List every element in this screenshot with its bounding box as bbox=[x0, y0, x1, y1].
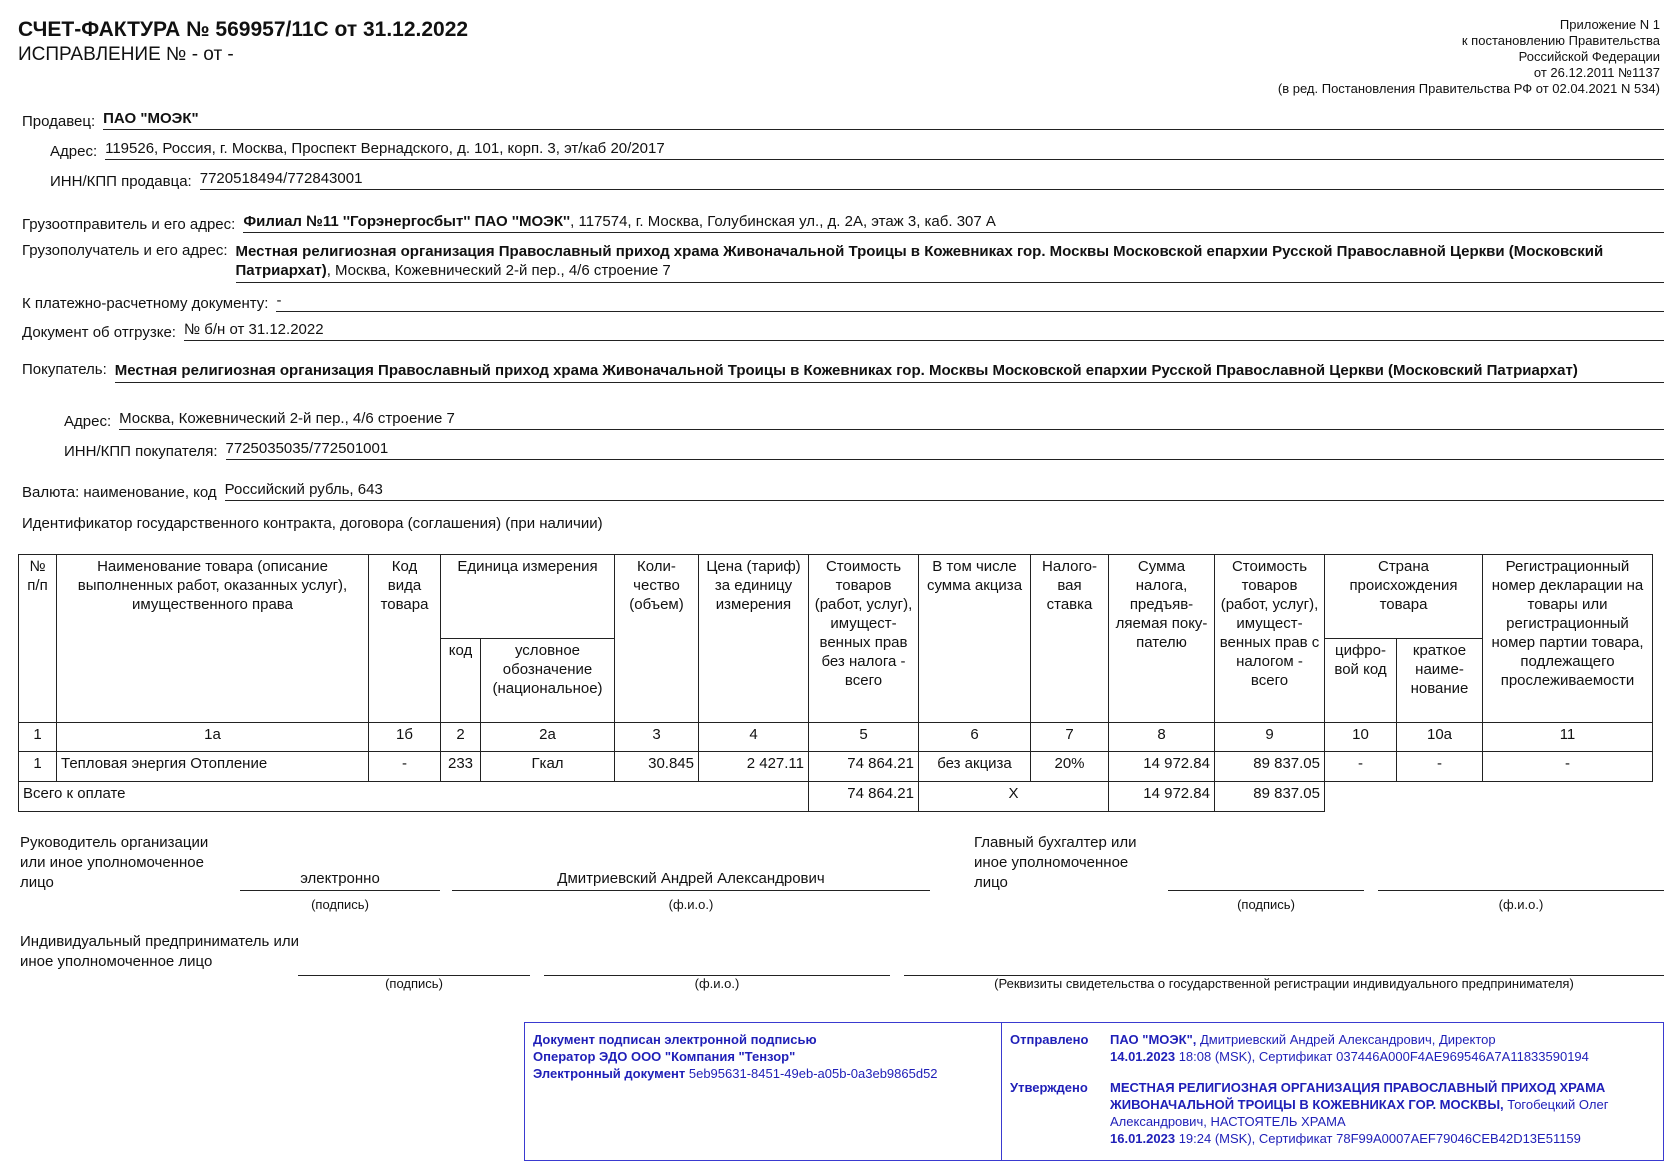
cell-qty: 30.845 bbox=[615, 752, 699, 782]
accountant-name-line bbox=[1378, 870, 1664, 891]
ip-name-line bbox=[544, 955, 890, 976]
buyer-row bbox=[22, 361, 1664, 383]
ip-sign-line bbox=[298, 955, 530, 976]
edo-approved-rest: 19:24 (MSK), Сертификат 78F99A0007AEF79046CEB42D13E51159 bbox=[1178, 1131, 1581, 1146]
seller-inn-row bbox=[50, 170, 1664, 190]
accountant-sign-line bbox=[1168, 870, 1364, 891]
shipment-doc-label: Документ об отгрузке: bbox=[22, 324, 176, 341]
col-number: 9 bbox=[1215, 723, 1325, 752]
head-sign-caption: (подпись) bbox=[311, 897, 369, 912]
cell-tax-rate: 20% bbox=[1031, 752, 1109, 782]
seller-inn-label: ИНН/КПП продавца: bbox=[50, 173, 192, 190]
header-unit-code: код bbox=[441, 639, 481, 723]
edo-approved-block bbox=[1010, 1079, 1655, 1147]
head-label: Руководитель организации или иное уполномоченное лицо bbox=[20, 834, 209, 891]
shipper-value bbox=[243, 213, 1664, 233]
ip-name-caption: (ф.и.о.) bbox=[694, 976, 740, 991]
edo-line1: Документ подписан электронной подписью bbox=[533, 1032, 817, 1047]
col-number: 1б bbox=[369, 723, 441, 752]
buyer-value: Местная религиозная организация Православный приход храма Живоначальной Троицы в Кожевниках гор. Москвы Московской епархии Русской Православной Церкви (Московский Патриархат) bbox=[115, 361, 1664, 383]
cell-cost-with-tax: 89 837.05 bbox=[1215, 752, 1325, 782]
buyer-label: Покупатель: bbox=[22, 361, 107, 378]
buyer-address: Москва, Кожевнический 2-й пер., 4/6 строение 7 bbox=[119, 410, 1664, 430]
payment-doc-value: - bbox=[276, 292, 1664, 312]
currency-row bbox=[22, 481, 1664, 501]
edo-sent-rest: 18:08 (MSK), Сертификат 037446A000F4AE969546A7A11833590194 bbox=[1178, 1049, 1589, 1064]
header-qty: Коли-чество (объем) bbox=[615, 555, 699, 723]
header-country-name: краткое наиме-нование bbox=[1397, 639, 1483, 723]
seller-address: 119526, Россия, г. Москва, Проспект Вернадского, д. 101, корп. 3, эт/каб 20/2017 bbox=[105, 140, 1664, 160]
header-num: № п/п bbox=[19, 555, 57, 723]
edo-stamp-right bbox=[1002, 1023, 1663, 1160]
currency-value: Российский рубль, 643 bbox=[225, 481, 1664, 501]
header-price: Цена (тариф) за единицу измерения bbox=[699, 555, 809, 723]
column-number-row bbox=[19, 723, 1653, 752]
cell-num: 1 bbox=[19, 752, 57, 782]
header-country: Страна происхождения товара bbox=[1325, 555, 1483, 639]
total-cost-no-tax: 74 864.21 bbox=[809, 782, 919, 812]
accountant-label: Главный бухгалтер или иное уполномоченное лицо bbox=[974, 834, 1137, 891]
edo-sent-text bbox=[1110, 1031, 1589, 1065]
edo-doc-id: 5eb95631-8451-49eb-a05b-0a3eb9865d52 bbox=[688, 1066, 938, 1081]
header-unit: Единица измерения bbox=[441, 555, 615, 639]
cell-price: 2 427.11 bbox=[699, 752, 809, 782]
buyer-inn-label: ИНН/КПП покупателя: bbox=[64, 443, 218, 460]
contract-id-label: Идентификатор государственного контракта, договора (соглашения) (при наличии) bbox=[22, 515, 603, 532]
col-number: 2 bbox=[441, 723, 481, 752]
invoice-table bbox=[18, 554, 1653, 812]
seller-label: Продавец: bbox=[22, 113, 96, 130]
appendix-line: от 26.12.2011 №1137 bbox=[1533, 65, 1660, 80]
header-excise: В том числе сумма акциза bbox=[919, 555, 1031, 723]
head-name-line: Дмитриевский Андрей Александрович bbox=[452, 870, 930, 891]
total-cost-with-tax: 89 837.05 bbox=[1215, 782, 1325, 812]
consignee-name: Местная религиозная организация Православный приход храма Живоначальной Троицы в Кожевниках гор. Москвы Московской епархии Русской Православной Церкви (Московский Патриархат) bbox=[235, 243, 1604, 279]
accountant-name-caption: (ф.и.о.) bbox=[1498, 897, 1544, 912]
seller-address-label: Адрес: bbox=[50, 143, 98, 160]
header-cost-no-tax: Стоимость товаров (работ, услуг), имущест-венных прав без налога - всего bbox=[809, 555, 919, 723]
cell-unit-code: 233 bbox=[441, 752, 481, 782]
cell-country-code: - bbox=[1325, 752, 1397, 782]
currency-label: Валюта: наименование, код bbox=[22, 484, 217, 501]
table-header-row bbox=[19, 555, 1653, 639]
total-empty bbox=[1325, 782, 1653, 812]
cell-country-name: - bbox=[1397, 752, 1483, 782]
cell-name: Тепловая энергия Отопление bbox=[57, 752, 369, 782]
consignee-address: , Москва, Кожевнический 2-й пер., 4/6 строение 7 bbox=[326, 262, 671, 279]
edo-doc-label: Электронный документ bbox=[533, 1066, 686, 1081]
col-number: 8 bbox=[1109, 723, 1215, 752]
seller-value: ПАО "МОЭК" bbox=[103, 110, 1664, 130]
buyer-address-row bbox=[64, 410, 1664, 430]
ip-sign-caption: (подпись) bbox=[385, 976, 443, 991]
col-number: 6 bbox=[919, 723, 1031, 752]
edo-line2: Оператор ЭДО ООО "Компания "Тензор" bbox=[533, 1049, 796, 1064]
shipper-row bbox=[22, 213, 1664, 233]
total-label: Всего к оплате bbox=[19, 782, 809, 812]
edo-sent-label: Отправлено bbox=[1010, 1032, 1089, 1047]
appendix-line: Российской Федерации bbox=[1518, 49, 1660, 64]
accountant-sign-caption: (подпись) bbox=[1237, 897, 1295, 912]
seller-address-row bbox=[50, 140, 1664, 160]
cell-kind-code: - bbox=[369, 752, 441, 782]
header-tax-rate: Налого-вая ставка bbox=[1031, 555, 1109, 723]
edo-approved-org: МЕСТНАЯ РЕЛИГИОЗНАЯ ОРГАНИЗАЦИЯ ПРАВОСЛАВНЫЙ ПРИХОД ХРАМА ЖИВОНАЧАЛЬНОЙ ТРОИЦЫ В КОЖЕВНИКАХ ГОР. МОСКВЫ, bbox=[1110, 1080, 1606, 1112]
appendix-line: (в ред. Постановления Правительства РФ от 02.04.2021 N 534) bbox=[1277, 81, 1660, 96]
invoice-title: СЧЕТ-ФАКТУРА № 569957/11С от 31.12.2022 bbox=[18, 18, 469, 41]
col-number: 10а bbox=[1397, 723, 1483, 752]
header-unit-symbol: условное обозначение (национальное) bbox=[481, 639, 615, 723]
appendix-note bbox=[1278, 17, 1660, 97]
total-excise: X bbox=[919, 782, 1109, 812]
col-number: 4 bbox=[699, 723, 809, 752]
col-number: 3 bbox=[615, 723, 699, 752]
edo-sent-block bbox=[1010, 1031, 1655, 1065]
buyer-address-label: Адрес: bbox=[64, 413, 112, 430]
cell-reg-number: - bbox=[1483, 752, 1653, 782]
edo-approved-person: Тогобецкий Олег Александрович, НАСТОЯТЕЛЬ ХРАМА bbox=[1110, 1097, 1609, 1129]
consignee-label: Грузополучатель и его адрес: bbox=[22, 242, 228, 259]
col-number: 7 bbox=[1031, 723, 1109, 752]
consignee-value bbox=[236, 242, 1665, 283]
seller-row bbox=[22, 110, 1664, 130]
cell-cost-no-tax: 74 864.21 bbox=[809, 752, 919, 782]
shipper-label: Грузоотправитель и его адрес: bbox=[22, 216, 236, 233]
shipment-doc-value: № б/н от 31.12.2022 bbox=[184, 321, 1664, 341]
edo-approved-label: Утверждено bbox=[1010, 1080, 1088, 1095]
col-number: 5 bbox=[809, 723, 919, 752]
col-number: 2а bbox=[481, 723, 615, 752]
edo-sent-org: ПАО "МОЭК", bbox=[1110, 1032, 1197, 1047]
edo-approved-text bbox=[1110, 1079, 1655, 1147]
ip-label: Индивидуальный предприниматель или иное уполномоченное лицо bbox=[20, 933, 300, 970]
header-reg-number: Регистрационный номер декларации на товары или регистрационный номер партии товара, подлежащего прослеживаемости bbox=[1483, 555, 1653, 723]
col-number: 10 bbox=[1325, 723, 1397, 752]
head-sign-line: электронно bbox=[240, 870, 440, 891]
col-number: 11 bbox=[1483, 723, 1653, 752]
header-tax-sum: Сумма налога, предъяв-ляемая поку-пателю bbox=[1109, 555, 1215, 723]
ip-requisites-line bbox=[904, 955, 1664, 976]
buyer-inn: 7725035035/772501001 bbox=[226, 440, 1664, 460]
col-number: 1 bbox=[19, 723, 57, 752]
cell-tax-sum: 14 972.84 bbox=[1109, 752, 1215, 782]
edo-signature-stamp bbox=[524, 1022, 1664, 1161]
header-name: Наименование товара (описание выполненных работ, оказанных услуг), имущественного права bbox=[57, 555, 369, 723]
cell-excise: без акциза bbox=[919, 752, 1031, 782]
correction-line: ИСПРАВЛЕНИЕ № - от - bbox=[18, 44, 234, 65]
header-cost-with-tax: Стоимость товаров (работ, услуг), имущест-венных прав с налогом - всего bbox=[1215, 555, 1325, 723]
head-name-caption: (ф.и.о.) bbox=[668, 897, 714, 912]
edo-stamp-left bbox=[525, 1023, 1002, 1160]
payment-doc-row bbox=[22, 292, 1664, 312]
header-country-code: цифро-вой код bbox=[1325, 639, 1397, 723]
col-number: 1а bbox=[57, 723, 369, 752]
ip-requisites-caption: (Реквизиты свидетельства о государственной регистрации индивидуального предпринимателя) bbox=[994, 976, 1574, 991]
appendix-line: Приложение N 1 bbox=[1559, 17, 1660, 32]
shipper-name: Филиал №11 ''Горэнергосбыт'' ПАО ''МОЭК'' bbox=[243, 213, 571, 230]
header-kind-code: Код вида товара bbox=[369, 555, 441, 723]
shipper-address: , 117574, г. Москва, Голубинская ул., д. 2А, этаж 3, каб. 307 А bbox=[570, 213, 996, 230]
seller-inn: 7720518494/772843001 bbox=[200, 170, 1664, 190]
edo-line3 bbox=[533, 1065, 993, 1082]
appendix-line: к постановлению Правительства bbox=[1461, 33, 1660, 48]
total-tax-sum: 14 972.84 bbox=[1109, 782, 1215, 812]
payment-doc-label: К платежно-расчетному документу: bbox=[22, 295, 269, 312]
edo-sent-person: Дмитриевский Андрей Александрович, Директор bbox=[1199, 1032, 1496, 1047]
edo-sent-date: 14.01.2023 bbox=[1110, 1049, 1176, 1064]
consignee-row bbox=[22, 242, 1664, 283]
shipment-doc-row bbox=[22, 321, 1664, 341]
total-row bbox=[19, 782, 1653, 812]
edo-approved-date: 16.01.2023 bbox=[1110, 1131, 1176, 1146]
buyer-inn-row bbox=[64, 440, 1664, 460]
table-row bbox=[19, 752, 1653, 782]
cell-unit-symbol: Гкал bbox=[481, 752, 615, 782]
